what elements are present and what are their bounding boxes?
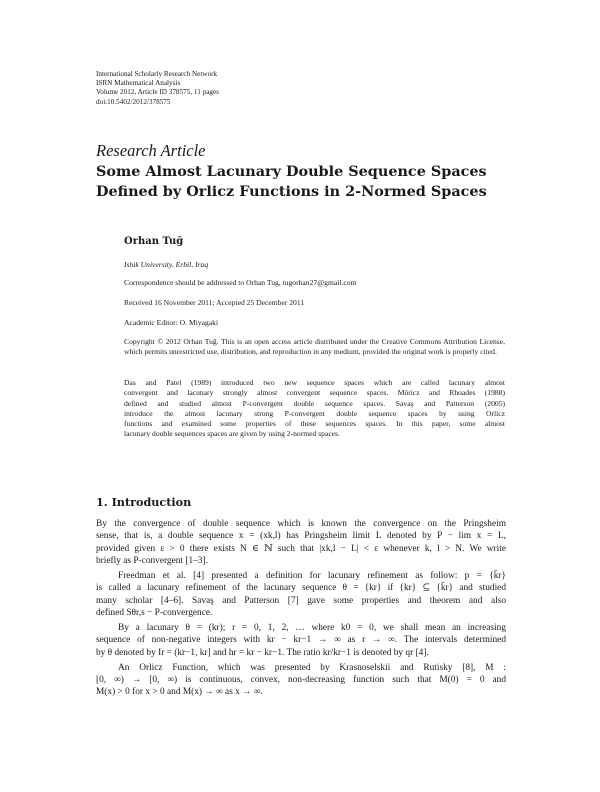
text-line: by θ denoted by Ir = (kr−1, kr] and hr = kr − kr−1. The ratio kr/kr−1 is denoted by qr [4].: [96, 647, 429, 658]
text-line: briefly as P-convergent [1–3].: [96, 556, 208, 567]
journal-header: [96, 70, 219, 107]
academic-editor: Academic Editor: O. Miyagaki: [124, 318, 219, 327]
section-heading: 1. Introduction: [96, 495, 192, 509]
text-line: An Orlicz Function, which was presented by Krasnoselskii and Rutisky [8], M :: [118, 662, 506, 673]
author-affiliation: Ishik University, Erbil, Iraq: [124, 260, 209, 269]
introduction-body: [96, 518, 506, 701]
text-line: M(x) > 0 for x > 0 and M(x) → ∞ as x → ∞.: [96, 687, 263, 698]
journal-name: International Scholarly Research Network: [96, 70, 218, 78]
paragraph: [96, 570, 506, 620]
text-line: provided given ε > 0 there exists N ∈ ℕ such that |xk,l − L| < ε whenever k, l > N. We write: [96, 543, 506, 554]
abstract-line: functions and examined some properties of these sequences spaces. In this paper, some almost: [124, 419, 505, 429]
journal-volume: Volume 2012, Article ID 378575, 11 pages: [96, 88, 219, 97]
article-title: [96, 162, 516, 202]
title-line-2: Defined by Orlicz Functions in 2-Normed Spaces: [96, 183, 487, 200]
text-line: defined Sθr,s − P-convergence.: [96, 608, 213, 619]
journal-doi: doi:10.5402/2012/378575: [96, 97, 171, 106]
correspondence: Correspondence should be addressed to Orhan Tug, tugorhan27@gmail.com: [124, 278, 357, 287]
abstract-line: defined and studied almost P-convergent double sequence spaces. Savaş and Patterson (2005): [124, 398, 505, 408]
text-line: many scholar [4–6]. Savaş and Patterson [7] gave some properties and theorem and also: [96, 595, 506, 606]
paragraph: [96, 662, 506, 699]
paragraph: [96, 622, 506, 659]
journal-series: ISRN Mathematical Analysis: [96, 79, 181, 88]
abstract-line: Das and Patel (1989) introduced two new sequence spaces which are called lacunary almost: [124, 378, 505, 387]
text-line: [0, ∞) → [0, ∞) is continuous, convex, non-decreasing function such that M(0) = 0 and: [96, 675, 506, 686]
paragraph: [96, 518, 506, 568]
text-line: By a lacunary θ = (kr); r = 0, 1, 2, … where k0 = 0, we shall mean an increasing: [118, 623, 506, 634]
text-line: is called a lacunary refinement of the lacunary sequence θ = {kr} if {kr} ⊆ {k̄r} and studied: [96, 583, 506, 594]
text-line: By the convergence of double sequence which is known the convergence on the Pringsheim: [96, 519, 506, 529]
text-line: Freedman et al. [4] presented a definition for lacunary refinement as follow: p = {k̄r}: [118, 571, 506, 582]
title-line-1: Some Almost Lacunary Double Sequence Spaces: [96, 163, 487, 180]
article-type: Research Article: [96, 141, 206, 160]
copyright-notice: Copyright © 2012 Orhan Tuğ. This is an open access article distributed under the Creative Commons Attribution License, which permits unrestricted use, distribution, and reproduction in any medium, provided the original work is properly cited.: [124, 337, 505, 357]
text-line: sense, that is, a double sequence x = (xk,l) has Pringsheim limit L denoted by P − lim x = L,: [96, 531, 506, 542]
abstract-line: introduce the almost lacunary strong P-convergent double sequence spaces by using Orlicz: [124, 408, 505, 418]
abstract: [124, 378, 505, 440]
author-name: Orhan Tuğ: [124, 236, 184, 247]
text-line: sequence of non-negative integers with kr − kr−1 → ∞ as r → ∞. The intervals determined: [96, 635, 506, 646]
abstract-line: lacunary double sequences spaces are given by using 2-normed spaces.: [124, 429, 340, 439]
abstract-line: convergent and lacunary strongly almost convergent sequence spaces. Móricz and Rhoades (1988): [124, 388, 505, 398]
article-dates: Received 16 November 2011; Accepted 25 December 2011: [124, 298, 305, 307]
